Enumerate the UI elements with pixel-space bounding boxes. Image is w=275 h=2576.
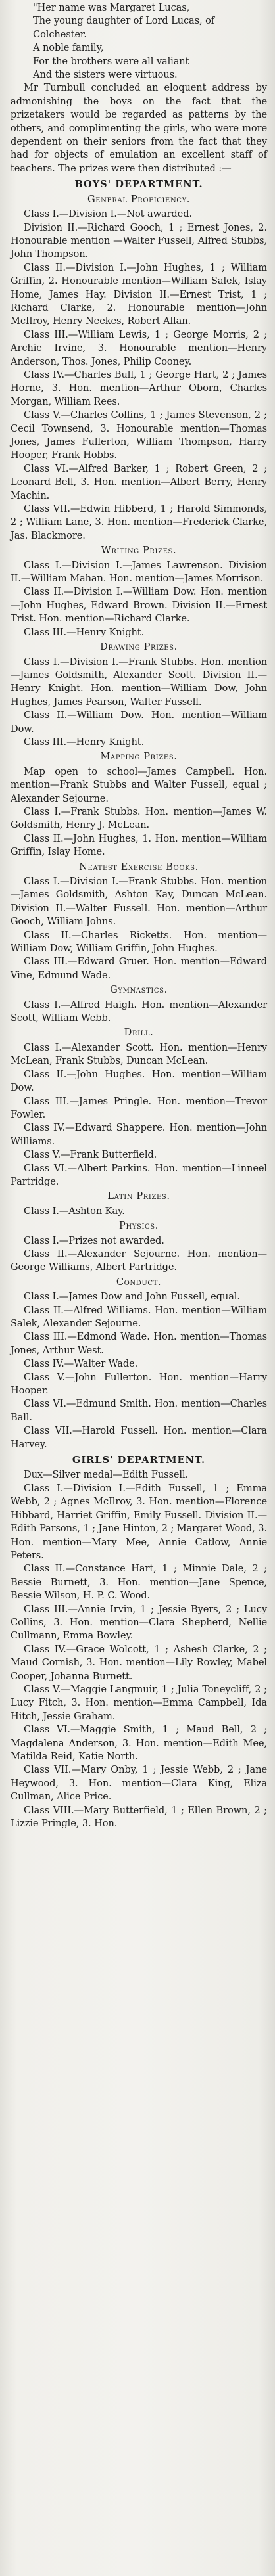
paragraph: Class I.—Division I.—Frank Stubbs. Hon. mention—James Goldsmith, Ashton Kay, Duncan McLean. Division II.—Walter Fussell. Hon. mention—Arthur Gooch, William Johns. bbox=[11, 876, 267, 928]
paragraph: Class VI.—Albert Parkins. Hon. mention—Linneel Partridge. bbox=[11, 1162, 267, 1187]
verse-line: A noble family, bbox=[33, 42, 104, 54]
verse-line: The young daughter of Lord Lucas, of bbox=[33, 15, 215, 27]
paragraph: Class I.—Division I.—James Lawrenson. Division II.—William Mahan. Hon. mention—James Morrison. bbox=[11, 559, 267, 585]
paragraph: Class II.—Alfred Williams. Hon. mention—William Salek, Alexander Sejourne. bbox=[11, 1304, 267, 1329]
paragraph: Class VII.—Edwin Hibberd, 1 ; Harold Simmonds, 2 ; William Lane, 3. Hon. mention—Frederick Clarke, Jas. Blackmore. bbox=[11, 503, 267, 541]
paragraph: Dux—Silver medal—Edith Fussell. bbox=[24, 1469, 189, 1481]
paragraph: Class VII.—Mary Onby, 1 ; Jessie Webb, 2 ; Jane Heywood, 3. Hon. mention—Clara King, Eliza Cullman, Alice Price. bbox=[11, 1764, 267, 1803]
paragraph: Class V.—Charles Collins, 1 ; James Stevenson, 2 ; Cecil Townsend, 3. Honourable mention—Thomas Jones, James Fullerton, William Thompson, Harry Hooper, Frank Hobbs. bbox=[11, 409, 267, 461]
subsection-heading: Neatest Exercise Books. bbox=[79, 861, 199, 872]
subsection-heading: Drill. bbox=[124, 1027, 154, 1039]
paragraph: Class I.—Prizes not awarded. bbox=[24, 1234, 164, 1246]
paragraph: Class VIII.—Mary Butterfield, 1 ; Ellen Brown, 2 ; Lizzie Pringle, 3. Hon. bbox=[11, 1804, 267, 1830]
paragraph: Class I.—Frank Stubbs. Hon. mention—James W. Goldsmith, Henry J. McLean. bbox=[11, 805, 267, 831]
paragraph: Class I.—Ashton Kay. bbox=[24, 1205, 125, 1217]
subsection-heading: General Proficiency. bbox=[87, 193, 191, 205]
section-heading: BOYS' DEPARTMENT. bbox=[74, 179, 203, 191]
paragraph: Class III.—Annie Irvin, 1 ; Jessie Byers, 2 ; Lucy Collins, 3. Hon. mention—Clara Shepherd, Nellie Cullmann, Emma Bowley. bbox=[11, 1603, 267, 1642]
paragraph: Class V.—Maggie Langmuir, 1 ; Julia Toneycliff, 2 ; Lucy Fitch, 3. Hon. mention—Emma Campbell, Ida Hitch, Jessie Graham. bbox=[11, 1683, 267, 1722]
paragraph: Class I.—Alfred Haigh. Hon. mention—Alexander Scott, William Webb. bbox=[11, 999, 267, 1024]
paragraph: Class II.—John Hughes. Hon. mention—William Dow. bbox=[11, 1068, 267, 1094]
paragraph: Class II.—Division I.—John Hughes, 1 ; William Griffin, 2. Honourable mention—William Salek, Islay Home, James Hay. Division II.—Ernest Trist, 1 ; Richard Clarke, 2. Honourable mention—John McIlroy, Henry Neekes, Robert Allan. bbox=[11, 261, 267, 327]
verse-line: For the brothers were all valiant bbox=[33, 55, 189, 67]
paragraph: Class VII.—Harold Fussell. Hon. mention—Clara Harvey. bbox=[11, 1425, 267, 1450]
paragraph: Class III.—William Lewis, 1 ; George Morris, 2 ; Archie Irvine, 3. Honourable mention—Henry Anderson, Thos. Jones, Philip Cooney. bbox=[11, 328, 267, 367]
paragraph: Class IV.—Grace Wolcott, 1 ; Ashesh Clarke, 2 ; Maud Cornish, 3. Hon. mention—Lily Rowley, Mabel Cooper, Johanna Burnett. bbox=[11, 1643, 267, 1682]
subsection-heading: Latin Prizes. bbox=[107, 1190, 170, 1202]
paragraph: Class I.—Division I.—Frank Stubbs. Hon. mention—James Goldsmith, Alexander Scott. Division II.—Henry Knight. Hon. mention—William Dow, John Hughes, James Pearson, Walter Fussell. bbox=[11, 656, 267, 708]
paragraph: Class III.—Henry Knight. bbox=[24, 736, 145, 748]
paragraph: Map open to school—James Campbell. Hon. mention—Frank Stubbs and Walter Fussell, equal ; Alexander Sejourne. bbox=[11, 765, 267, 804]
section-heading: GIRLS' DEPARTMENT. bbox=[72, 1455, 206, 1466]
paragraph: Class IV.—Walter Wade. bbox=[24, 1358, 138, 1370]
subsection-heading: Drawing Prizes. bbox=[100, 641, 178, 653]
subsection-heading: Writing Prizes. bbox=[101, 545, 177, 556]
verse-line: And the sisters were virtuous. bbox=[33, 69, 178, 81]
paragraph: Class III.—Edward Gruer. Hon. mention—Edward Vine, Edmund Wade. bbox=[11, 956, 267, 981]
paragraph: Class III.—Henry Knight. bbox=[24, 626, 145, 638]
paragraph: Division II.—Richard Gooch, 1 ; Ernest Jones, 2. Honourable mention —Walter Fussell, Alfred Stubbs, John Thompson. bbox=[11, 221, 267, 260]
paragraph: Class VI.—Maggie Smith, 1 ; Maud Bell, 2 ; Magdalena Anderson, 3. Hon. mention—Edith Mee, Matilda Reid, Katie North. bbox=[11, 1724, 267, 1762]
paragraph: Class III.—Edmond Wade. Hon. mention—Thomas Jones, Arthur West. bbox=[11, 1331, 267, 1356]
verse-line: "Her name was Margaret Lucas, bbox=[33, 2, 190, 13]
subsection-heading: Mapping Prizes. bbox=[100, 751, 178, 763]
paragraph: Mr Turnbull concluded an eloquent address by admonishing the boys on the fact that the prizetakers would be regarded as patterns by the others, and complimenting the girls, who were more dependent on their seniors from the fact that they had for objects of emulation an excellent staff of teachers. The prizes were then distributed :— bbox=[11, 82, 267, 174]
paragraph: Class I.—Division I.—Not awarded. bbox=[24, 208, 192, 220]
subsection-heading: Conduct. bbox=[116, 1276, 162, 1288]
paragraph: Class II.—Constance Hart, 1 ; Minnie Dale, 2 ; Bessie Burnett, 3. Hon. mention—Jane Spence, Bessie Wilson, H. P. C. Wood. bbox=[11, 1563, 267, 1602]
paragraph: Class I.—James Dow and John Fussell, equal. bbox=[24, 1291, 240, 1303]
paragraph: Class II.—William Dow. Hon. mention—William Dow. bbox=[11, 710, 267, 734]
paragraph: Class VI.—Alfred Barker, 1 ; Robert Green, 2 ; Leonard Bell, 3. Hon. mention—Albert Berry, Henry Machin. bbox=[11, 463, 267, 501]
paragraph: Class II.—Charles Ricketts. Hon. mention—William Dow, William Griffin, John Hughes. bbox=[11, 929, 267, 955]
paragraph: Class III.—James Pringle. Hon. mention—Trevor Fowler. bbox=[11, 1095, 267, 1120]
paragraph: Class II.—Alexander Sejourne. Hon. mention—George Williams, Albert Partridge. bbox=[11, 1248, 267, 1273]
paragraph: Class VI.—Edmund Smith. Hon. mention—Charles Ball. bbox=[11, 1398, 267, 1423]
paragraph: Class V.—John Fullerton. Hon. mention—Harry Hooper. bbox=[11, 1371, 267, 1397]
verse-line: Colchester. bbox=[33, 28, 87, 40]
paragraph: Class IV.—Edward Shappere. Hon. mention—John Williams. bbox=[11, 1122, 267, 1147]
paragraph: Class I.—Division I.—Edith Fussell, 1 ; Emma Webb, 2 ; Agnes McIlroy, 3. Hon. mention—Florence Hibbard, Harriet Griffin, Emily Fussell. Division II.—Edith Parsons, 1 ; Jane Hinton, 2 ; Margaret Wood, 3. Hon. mention—Mary Mee, Annie Catlow, Annie Peters. bbox=[11, 1482, 267, 1561]
subsection-heading: Gymnastics. bbox=[110, 984, 168, 996]
paragraph: Class V.—Frank Butterfield. bbox=[24, 1149, 157, 1161]
paragraph: Class IV.—Charles Bull, 1 ; George Hart, 2 ; James Horne, 3. Hon. mention—Arthur Oborn, Charles Morgan, William Rees. bbox=[11, 369, 267, 407]
paragraph: Class II.—Division I.—William Dow. Hon. mention—John Hughes, Edward Brown. Division II.—Ernest Trist. Hon. mention—Richard Clarke. bbox=[11, 586, 267, 625]
subsection-heading: Physics. bbox=[119, 1220, 159, 1232]
article-text bbox=[11, 1, 267, 1830]
paragraph: Class II.—John Hughes, 1. Hon. mention—William Griffin, Islay Home. bbox=[11, 832, 267, 858]
paragraph: Class I.—Alexander Scott. Hon. mention—Henry McLean, Frank Stubbs, Duncan McLean. bbox=[11, 1041, 267, 1067]
